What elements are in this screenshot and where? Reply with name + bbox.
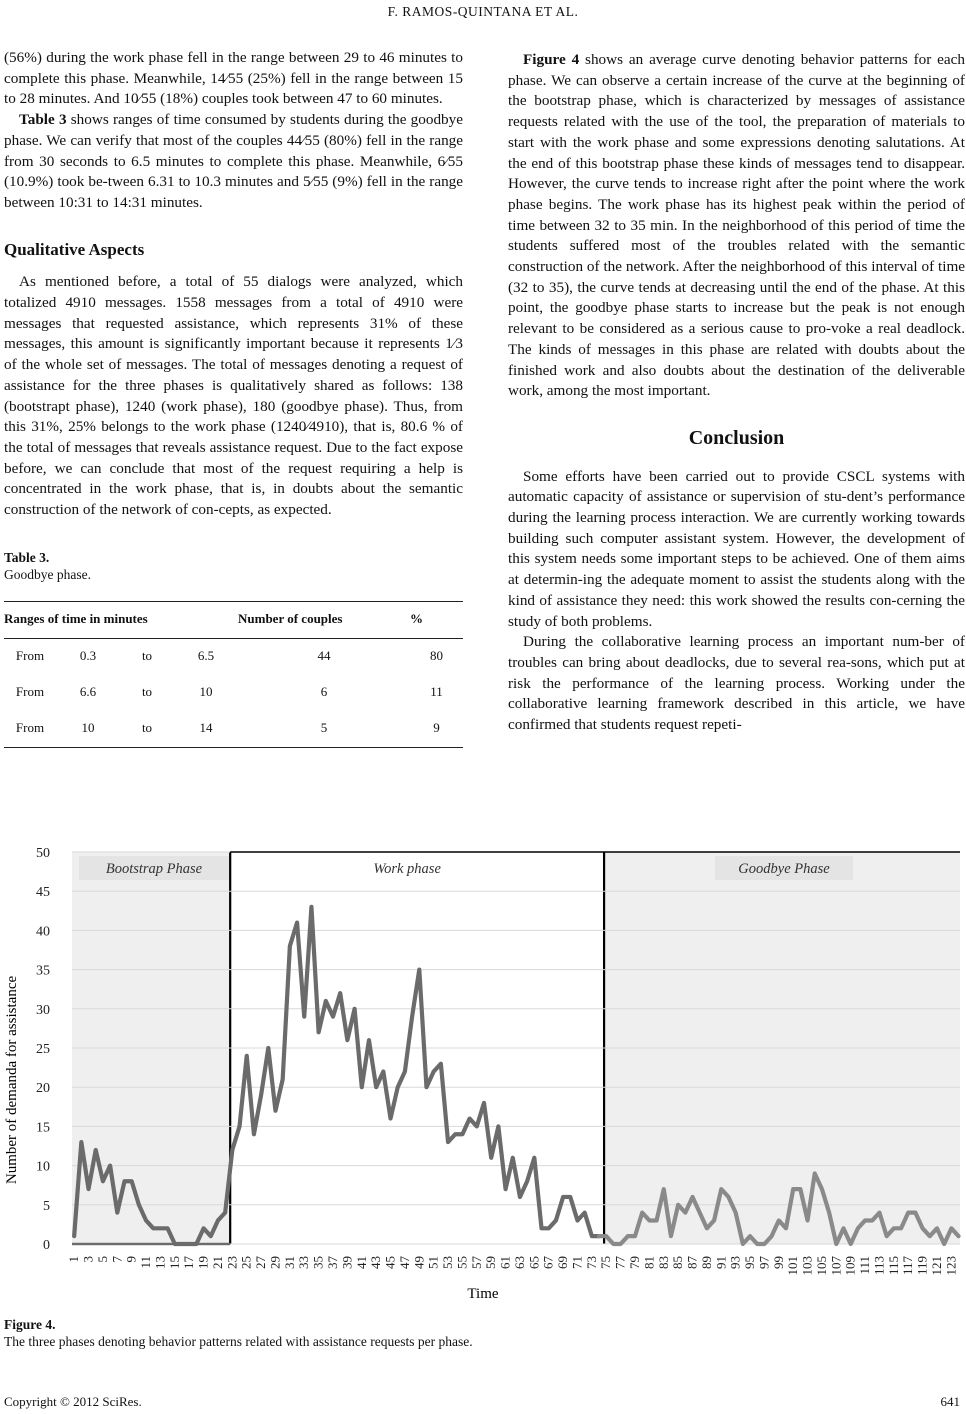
section-heading-qualitative: Qualitative Aspects bbox=[4, 239, 145, 259]
x-tick-label: 13 bbox=[152, 1256, 168, 1269]
x-tick-label: 41 bbox=[353, 1256, 369, 1269]
paragraph-qualitative: As mentioned before, a total of 55 dialogs were analyzed, which totalized 4910 messages. 1558 messages from a total of 4910 were messages that requested assistance, which represents 31% of these messages, this amount is significantly important because it represents 1⁄3 of the whole set of messages. The total of messages denoting a request of assistance for the three phases is qualitatively shared as follows: 138 (bootstrapt phase), 1240 (work phase), 180 (goodbye phase). Thus, from this 31%, 25% belongs to the work phase (1240⁄4910), that is, 80.6 % of the total of messages that reveals assistance request. Due to the fact expose before, we can conclude that most of the request requiring a help is concentrated in the work phase, that is, in doubts about the semantic construction of the network of con-cepts, as expected. bbox=[4, 273, 463, 519]
y-tick-label: 40 bbox=[36, 924, 50, 940]
x-tick-label: 1 bbox=[66, 1256, 82, 1263]
x-tick-label: 39 bbox=[339, 1256, 355, 1269]
x-tick-label: 73 bbox=[583, 1256, 599, 1269]
y-tick-label: 0 bbox=[43, 1238, 50, 1253]
x-tick-labels bbox=[66, 1256, 958, 1276]
y-tick-label: 15 bbox=[36, 1120, 50, 1136]
x-tick-label: 45 bbox=[382, 1256, 398, 1269]
x-tick-label: 51 bbox=[425, 1256, 441, 1269]
x-tick-label: 67 bbox=[540, 1256, 556, 1269]
x-tick-label: 59 bbox=[483, 1256, 499, 1269]
x-tick-label: 105 bbox=[813, 1256, 829, 1276]
table-cell: to bbox=[120, 711, 174, 748]
phase-label: Bootstrap Phase bbox=[105, 861, 203, 877]
x-tick-label: 33 bbox=[296, 1256, 312, 1269]
x-tick-label: 99 bbox=[770, 1256, 786, 1269]
y-tick-label: 5 bbox=[43, 1198, 50, 1214]
x-tick-label: 49 bbox=[411, 1256, 427, 1269]
table-cell: From bbox=[15, 648, 45, 664]
table-caption: Goodbye phase. bbox=[4, 566, 91, 582]
y-tick-label: 10 bbox=[36, 1159, 50, 1175]
figure-4 bbox=[0, 836, 966, 1306]
x-tick-label: 123 bbox=[943, 1256, 959, 1276]
table-cell: From bbox=[15, 684, 45, 700]
table-cell: to bbox=[141, 648, 153, 664]
x-tick-label: 47 bbox=[396, 1256, 412, 1269]
x-tick-label: 71 bbox=[569, 1256, 585, 1269]
y-tick-label: 45 bbox=[36, 885, 50, 901]
x-tick-label: 19 bbox=[195, 1256, 211, 1269]
x-tick-label: 53 bbox=[440, 1256, 456, 1269]
x-tick-label: 97 bbox=[756, 1256, 772, 1269]
table-row bbox=[4, 638, 463, 675]
x-tick-label: 25 bbox=[238, 1256, 254, 1269]
table-header-couples: Number of couples bbox=[238, 601, 410, 638]
x-tick-label: 61 bbox=[497, 1256, 513, 1269]
running-header: F. RAMOS-QUINTANA ET AL. bbox=[387, 4, 579, 19]
table-title: Table 3. bbox=[4, 549, 50, 565]
table-cell: 80 bbox=[430, 648, 443, 664]
paragraph-figure4-discussion bbox=[508, 50, 965, 402]
x-tick-label: 29 bbox=[267, 1256, 283, 1269]
page-number: 641 bbox=[940, 1394, 960, 1409]
x-tick-label: 65 bbox=[526, 1256, 542, 1269]
y-axis-label: Number of demanda for assistance bbox=[4, 975, 20, 1185]
y-tick-label: 30 bbox=[36, 1002, 50, 1018]
x-tick-label: 21 bbox=[209, 1256, 225, 1269]
figure-caption-title: Figure 4. bbox=[4, 1317, 56, 1332]
x-tick-label: 91 bbox=[713, 1256, 729, 1269]
goodbye-phase-table bbox=[4, 601, 463, 748]
phase-label: Work phase bbox=[373, 861, 441, 877]
table-cell: 10 bbox=[199, 684, 213, 700]
x-tick-label: 15 bbox=[166, 1256, 182, 1269]
x-tick-label: 113 bbox=[871, 1256, 887, 1276]
x-tick-label: 27 bbox=[253, 1256, 269, 1269]
x-tick-label: 43 bbox=[368, 1256, 384, 1269]
figure-caption: The three phases denoting behavior patterns related with assistance requests per phase. bbox=[4, 1334, 473, 1349]
table3-reference: Table 3 bbox=[19, 111, 67, 129]
table3-summary-text: shows ranges of time consumed by students during the goodbye phase. We can verify that most of the couples 44⁄55 (80%) fell in the range from 30 seconds to 6.5 minutes to complete this phase. Meanwhile, 6⁄55 (10.9%) took be-tween 6.31 to 10.3 minutes and 5⁄55 (9%) fell in the range between 10:31 to 14:31 minutes. bbox=[4, 111, 463, 211]
table-cell: 0.3 bbox=[79, 648, 97, 664]
x-tick-label: 109 bbox=[842, 1256, 858, 1276]
x-tick-label: 17 bbox=[181, 1256, 197, 1269]
x-tick-label: 77 bbox=[612, 1256, 628, 1269]
table-header-percent: % bbox=[410, 601, 463, 638]
x-tick-label: 63 bbox=[511, 1256, 527, 1269]
x-tick-label: 7 bbox=[109, 1256, 125, 1263]
table-cell: 5 bbox=[238, 711, 410, 748]
table-cell: 10 bbox=[56, 711, 120, 748]
y-tick-label: 20 bbox=[36, 1081, 50, 1097]
x-tick-label: 117 bbox=[900, 1256, 916, 1276]
paragraph-conclusion-2: During the collaborative learning process an important num-ber of troubles can bring about deadlocks, due to several rea-sons, which put at risk the performance of the learning process. Working under the collaborative learning framework described in this article, we have confirmed that students request repeti- bbox=[508, 633, 965, 734]
x-tick-label: 103 bbox=[799, 1256, 815, 1276]
x-tick-label: 83 bbox=[655, 1256, 671, 1269]
table-cell: From bbox=[4, 711, 56, 748]
x-tick-label: 3 bbox=[80, 1256, 96, 1263]
table-cell: to bbox=[141, 684, 153, 700]
x-tick-label: 11 bbox=[138, 1256, 154, 1269]
x-tick-label: 55 bbox=[454, 1256, 470, 1269]
table-row bbox=[4, 675, 463, 711]
x-tick-label: 93 bbox=[727, 1256, 743, 1269]
x-tick-label: 119 bbox=[914, 1256, 930, 1276]
table-cell: 44 bbox=[317, 648, 331, 664]
x-tick-label: 89 bbox=[698, 1256, 714, 1269]
x-tick-label: 87 bbox=[684, 1256, 700, 1269]
section-heading-conclusion: Conclusion bbox=[688, 426, 785, 449]
figure4-discussion-text: shows an average curve denoting behavior patterns for each phase. We can observe a certain increase of the curve at the beginning of the bootstrap phase, which is characterized by messages of assistance requests related with the use of the tool, the preparation of materials to start with the work phase and some expressions denoting salutations. At the end of this bootstrap phase these kinds of messages tend to disappear. However, the curve tends to increase right after the point where the work phase begins. The work phase has its highest peak within the period of time between 32 to 35 min. In the neighborhood of this period of time the students suffered most of the troubles related with the semantic construction of the network. After the neighborhood of this interval of time (32 to 35), the curve tends at decreasing until the end of the phase. At this point, the goodbye phase starts to increase but the peak is not enough relevant to be considered as a serious cause to pro-voke a real deadlock. The kinds of messages in this phase are related with doubts about the finished work and also doubts about the destination of the deliverable work, among the most important. bbox=[508, 51, 965, 400]
phase-label: Goodbye Phase bbox=[738, 861, 830, 877]
assistance-demand-chart bbox=[0, 836, 966, 1306]
x-tick-label: 95 bbox=[742, 1256, 758, 1269]
x-tick-label: 75 bbox=[598, 1256, 614, 1269]
x-tick-label: 111 bbox=[857, 1256, 873, 1275]
table-cell: 11 bbox=[430, 684, 443, 700]
paragraph-table3-summary bbox=[4, 110, 463, 214]
figure4-reference: Figure 4 bbox=[523, 51, 580, 68]
x-tick-label: 69 bbox=[555, 1256, 571, 1269]
x-tick-label: 23 bbox=[224, 1256, 240, 1269]
table-cell: 9 bbox=[410, 711, 463, 748]
y-tick-label: 50 bbox=[36, 846, 50, 861]
left-column bbox=[4, 48, 463, 748]
x-tick-label: 9 bbox=[123, 1256, 139, 1263]
x-tick-label: 37 bbox=[325, 1256, 341, 1269]
x-tick-label: 31 bbox=[281, 1256, 297, 1269]
table-header-ranges: Ranges of time in minutes bbox=[4, 601, 238, 638]
x-tick-label: 85 bbox=[670, 1256, 686, 1269]
x-tick-label: 101 bbox=[785, 1256, 801, 1276]
table-cell: 14 bbox=[174, 711, 238, 748]
x-tick-label: 35 bbox=[310, 1256, 326, 1269]
y-tick-label: 35 bbox=[36, 963, 50, 979]
table-cell: 6.6 bbox=[79, 684, 97, 700]
x-axis-label: Time bbox=[467, 1286, 499, 1302]
y-tick-label: 25 bbox=[36, 1042, 50, 1057]
x-tick-label: 107 bbox=[828, 1256, 844, 1276]
x-tick-label: 79 bbox=[626, 1256, 642, 1269]
x-tick-label: 121 bbox=[928, 1256, 944, 1276]
x-tick-label: 57 bbox=[468, 1256, 484, 1269]
copyright-footer: Copyright © 2012 SciRes. bbox=[4, 1394, 142, 1409]
table-cell: 6.5 bbox=[197, 648, 215, 664]
table-row bbox=[4, 711, 463, 748]
x-tick-label: 115 bbox=[885, 1256, 901, 1276]
y-tick-labels bbox=[36, 846, 50, 1253]
paragraph-results-work-phase: (56%) during the work phase fell in the range between 29 to 46 minutes to complete this phase. Meanwhile, 14⁄55 (25%) fell in the range between 15 to 28 minutes. And 10⁄55 (18%) couples took between 47 to 60 minutes. bbox=[4, 49, 463, 108]
x-tick-label: 5 bbox=[94, 1256, 110, 1263]
right-column bbox=[508, 50, 965, 736]
table-cell: 6 bbox=[320, 684, 328, 700]
paragraph-conclusion-1: Some efforts have been carried out to provide CSCL systems with automatic capacity of assistance or supervision of stu-dent’s performance during the learning process interaction. We are currently working towards building such computer assistant system. However, the development of this system needs some important steps to be achieved. One of them aims at determin-ing the adequate moment to assist the students along with the kind of assistance they need: this work showed the results con-cerning the study of both problems. bbox=[508, 467, 965, 630]
x-tick-label: 81 bbox=[641, 1256, 657, 1269]
